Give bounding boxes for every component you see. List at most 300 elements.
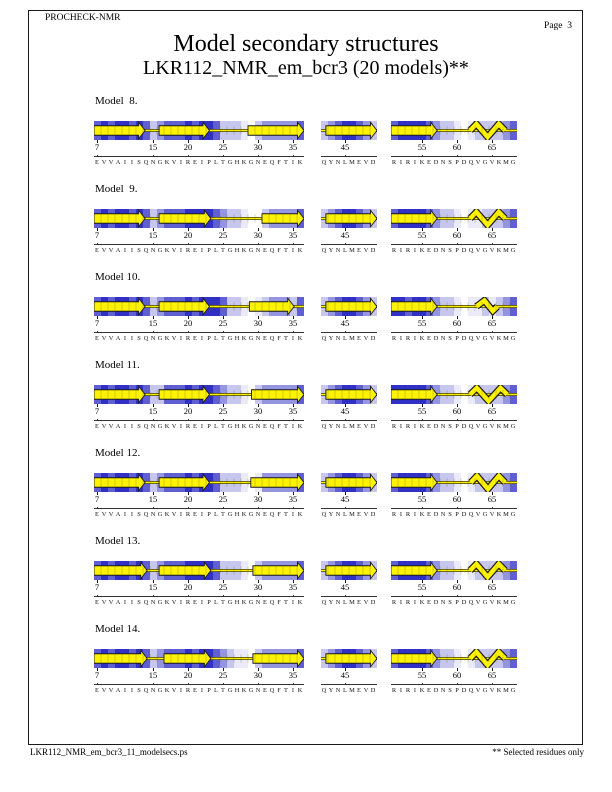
residue-number-label: 60: [452, 582, 462, 592]
residue-letter: N: [150, 510, 156, 518]
residue-letter: E: [263, 334, 267, 342]
model-row: [0, 271, 612, 351]
residue-letter: K: [419, 422, 425, 430]
residue-number-label: 7: [94, 406, 100, 416]
residue-letter: I: [130, 510, 134, 518]
residue-letter: I: [413, 334, 417, 342]
beta-strand-arrow: [325, 474, 376, 491]
residue-letter: N: [335, 598, 341, 606]
residue-letter: V: [363, 422, 369, 430]
residue-letter: V: [171, 246, 177, 254]
residue-letter: G: [482, 686, 488, 694]
sequence-ruler: [391, 244, 517, 245]
sequence-ruler: [94, 596, 304, 597]
residue-letter: M: [503, 246, 509, 254]
ruler-tick: [457, 243, 458, 246]
footer-note: ** Selected residues only: [492, 747, 584, 757]
residue-letter: E: [95, 158, 99, 166]
residue-letter: I: [179, 334, 183, 342]
residue-letter: V: [108, 158, 114, 166]
residue-letter: V: [101, 334, 107, 342]
residue-letter: Q: [269, 246, 275, 254]
residue-letter: V: [475, 158, 481, 166]
footer-filename: LKR112_NMR_em_bcr3_11_modelsecs.ps: [30, 747, 188, 757]
ruler-tick: [293, 507, 294, 510]
residue-letter: D: [461, 598, 467, 606]
ruler-tick: [422, 243, 423, 246]
residue-number-label: 35: [288, 406, 298, 416]
residue-letter: G: [157, 510, 163, 518]
ruler-tick: [293, 155, 294, 158]
sequence-ruler: [391, 596, 517, 597]
residue-letter: G: [248, 686, 254, 694]
residue-number-label: 35: [288, 670, 298, 680]
sequence-ruler: [321, 156, 377, 157]
secondary-structure-plot: [94, 121, 304, 140]
residue-letter: K: [419, 510, 425, 518]
residue-letter: R: [391, 422, 397, 430]
beta-strand-arrow: [159, 298, 209, 315]
residue-letter: K: [496, 598, 502, 606]
ruler-tick: [345, 243, 346, 246]
residue-letter: R: [185, 158, 191, 166]
residue-number-label: 20: [183, 670, 193, 680]
residue-letter: G: [227, 334, 233, 342]
sequence-ruler: [391, 420, 517, 421]
residue-letter: N: [335, 158, 341, 166]
residue-number-label: 45: [340, 670, 350, 680]
secondary-structure-plot: [321, 473, 377, 492]
ruler-tick: [293, 331, 294, 334]
residue-letter: G: [227, 422, 233, 430]
residue-letter: G: [157, 246, 163, 254]
ruler-tick: [258, 419, 259, 422]
residue-letter: H: [234, 246, 240, 254]
residue-letter: R: [391, 246, 397, 254]
residue-letter: N: [440, 246, 446, 254]
residue-letter: V: [489, 158, 495, 166]
residue-letter: Q: [143, 686, 149, 694]
secondary-structure-plot: [321, 385, 377, 404]
residue-letter: G: [157, 686, 163, 694]
residue-number-label: 30: [253, 582, 263, 592]
ruler-tick: [188, 683, 189, 686]
residue-letter: V: [108, 598, 114, 606]
residue-letter: A: [115, 422, 121, 430]
residue-letter: K: [419, 598, 425, 606]
residue-letter: D: [433, 510, 439, 518]
residue-letter: Q: [143, 422, 149, 430]
residue-letter: A: [115, 246, 121, 254]
residue-letter: K: [241, 246, 247, 254]
beta-strand-arrow: [325, 210, 376, 227]
beta-strand-arrow: [159, 122, 209, 139]
residue-letter: G: [227, 510, 233, 518]
residue-letter: T: [221, 598, 225, 606]
residue-letter: T: [221, 246, 225, 254]
residue-letter: E: [357, 598, 361, 606]
residue-letter: V: [101, 598, 107, 606]
residue-letter: V: [108, 422, 114, 430]
residue-letter: Q: [269, 334, 275, 342]
beta-strand-arrow: [94, 210, 145, 227]
residue-letter: Q: [143, 598, 149, 606]
residue-letter: Q: [321, 422, 327, 430]
residue-letter: G: [157, 334, 163, 342]
residue-letter: K: [164, 422, 170, 430]
residue-letter: I: [130, 598, 134, 606]
ruler-tick: [345, 507, 346, 510]
beta-strand-arrow: [325, 122, 376, 139]
residue-letter: M: [349, 598, 355, 606]
residue-letter: I: [399, 422, 403, 430]
residue-number-label: 45: [340, 406, 350, 416]
residue-letter: F: [277, 158, 281, 166]
residue-number-label: 45: [340, 230, 350, 240]
residue-letter: R: [405, 686, 411, 694]
ruler-tick: [258, 331, 259, 334]
residue-letter: M: [503, 510, 509, 518]
residue-letter: K: [241, 686, 247, 694]
residue-letter: K: [419, 158, 425, 166]
residue-letter: Q: [468, 334, 474, 342]
residue-number-label: 60: [452, 230, 462, 240]
residue-letter: V: [363, 510, 369, 518]
residue-letter: T: [221, 422, 225, 430]
residue-letter: M: [503, 422, 509, 430]
residue-letter: P: [455, 334, 459, 342]
model-label: Model 8.: [95, 95, 138, 107]
ruler-tick: [457, 155, 458, 158]
residue-letter: N: [150, 686, 156, 694]
residue-letter: F: [277, 686, 281, 694]
residue-letter: G: [157, 158, 163, 166]
residue-letter: R: [391, 334, 397, 342]
residue-letter: V: [101, 158, 107, 166]
residue-letter: Q: [468, 686, 474, 694]
residue-number-label: 15: [148, 406, 158, 416]
beta-strand-arrow: [250, 474, 303, 491]
residue-letter: V: [363, 686, 369, 694]
residue-letter: N: [255, 422, 261, 430]
ruler-tick: [422, 155, 423, 158]
residue-letter: D: [461, 422, 467, 430]
residue-letter: V: [475, 510, 481, 518]
secondary-structure-plot: [391, 473, 517, 492]
residue-letter: V: [171, 334, 177, 342]
model-label: Model 14.: [95, 623, 141, 635]
secondary-structure-plot: [94, 297, 304, 316]
residue-letter: G: [510, 334, 516, 342]
ruler-tick: [153, 683, 154, 686]
residue-letter: G: [510, 510, 516, 518]
residue-letter: M: [503, 598, 509, 606]
secondary-structure-plot: [391, 121, 517, 140]
residue-letter: N: [440, 686, 446, 694]
residue-letter: S: [448, 510, 452, 518]
ruler-tick: [422, 331, 423, 334]
residue-letter: E: [193, 598, 197, 606]
residue-letter: N: [335, 334, 341, 342]
residue-letter: S: [137, 422, 141, 430]
residue-letter: A: [115, 598, 121, 606]
residue-letter: E: [357, 334, 361, 342]
residue-letter: D: [461, 334, 467, 342]
residue-letter: V: [108, 510, 114, 518]
residue-letter: T: [284, 598, 288, 606]
residue-letter: I: [130, 422, 134, 430]
residue-letter: E: [427, 598, 431, 606]
residue-letter: L: [214, 334, 218, 342]
secondary-structure-plot: [94, 209, 304, 228]
residue-number-label: 25: [218, 406, 228, 416]
residue-letter: A: [115, 686, 121, 694]
beta-strand-arrow: [252, 650, 303, 667]
residue-letter: I: [399, 246, 403, 254]
residue-letter: M: [503, 334, 509, 342]
residue-letter: E: [95, 510, 99, 518]
residue-letter: N: [335, 510, 341, 518]
residue-letter: Q: [269, 686, 275, 694]
secondary-structure-plot: [321, 121, 377, 140]
residue-letter: G: [227, 246, 233, 254]
residue-letter: Q: [468, 510, 474, 518]
residue-letter: Q: [321, 334, 327, 342]
residue-letter: E: [193, 686, 197, 694]
residue-letter: E: [357, 686, 361, 694]
residue-number-label: 25: [218, 230, 228, 240]
residue-number-label: 7: [94, 494, 100, 504]
residue-letter: P: [207, 510, 211, 518]
residue-letter: S: [137, 246, 141, 254]
residue-letter: K: [297, 334, 303, 342]
residue-letter: D: [370, 334, 376, 342]
residue-letter: V: [101, 422, 107, 430]
residue-letter: K: [241, 598, 247, 606]
residue-letter: D: [433, 598, 439, 606]
sequence-ruler: [321, 244, 377, 245]
residue-letter: F: [277, 422, 281, 430]
residue-letter: T: [284, 246, 288, 254]
residue-letter: S: [137, 510, 141, 518]
residue-letter: I: [200, 686, 204, 694]
residue-letter: A: [115, 334, 121, 342]
ruler-tick: [345, 683, 346, 686]
residue-letter: I: [123, 510, 127, 518]
secondary-structure-plot: [391, 561, 517, 580]
residue-letter: K: [164, 334, 170, 342]
residue-letter: T: [284, 158, 288, 166]
ruler-tick: [492, 507, 493, 510]
residue-letter: D: [370, 158, 376, 166]
residue-letter: P: [207, 422, 211, 430]
residue-letter: G: [248, 598, 254, 606]
residue-letter: L: [214, 510, 218, 518]
residue-letter: P: [207, 158, 211, 166]
residue-letter: M: [349, 686, 355, 694]
residue-number-label: 20: [183, 582, 193, 592]
residue-letter: L: [214, 686, 218, 694]
secondary-structure-plot: [391, 209, 517, 228]
residue-number-label: 55: [417, 494, 427, 504]
residue-letter: I: [179, 598, 183, 606]
residue-letter: F: [277, 510, 281, 518]
residue-letter: P: [455, 686, 459, 694]
residue-letter: G: [482, 422, 488, 430]
residue-letter: I: [200, 334, 204, 342]
residue-letter: N: [335, 422, 341, 430]
residue-letter: D: [433, 246, 439, 254]
residue-letter: K: [419, 686, 425, 694]
residue-letter: Y: [328, 510, 334, 518]
residue-number-label: 45: [340, 494, 350, 504]
model-label: Model 13.: [95, 535, 141, 547]
residue-letter: K: [496, 510, 502, 518]
residue-letter: E: [263, 246, 267, 254]
residue-letter: V: [363, 334, 369, 342]
beta-strand-arrow: [325, 650, 376, 667]
residue-number-label: 30: [253, 494, 263, 504]
residue-letter: L: [343, 334, 347, 342]
residue-number-label: 25: [218, 494, 228, 504]
sequence-ruler: [321, 508, 377, 509]
residue-letter: M: [349, 158, 355, 166]
residue-number-label: 35: [288, 582, 298, 592]
residue-letter: G: [510, 422, 516, 430]
residue-letter: G: [227, 158, 233, 166]
residue-number-label: 65: [487, 406, 497, 416]
residue-letter: D: [433, 158, 439, 166]
residue-letter: M: [349, 334, 355, 342]
residue-letter: N: [150, 246, 156, 254]
residue-letter: G: [248, 422, 254, 430]
ruler-tick: [188, 155, 189, 158]
ruler-tick: [258, 683, 259, 686]
residue-letter: L: [214, 422, 218, 430]
residue-letter: V: [101, 246, 107, 254]
residue-letter: N: [255, 598, 261, 606]
residue-letter: S: [448, 598, 452, 606]
residue-letter: E: [95, 422, 99, 430]
residue-number-label: 45: [340, 142, 350, 152]
residue-letter: E: [193, 334, 197, 342]
residue-letter: I: [130, 158, 134, 166]
residue-letter: R: [405, 158, 411, 166]
beta-strand-arrow: [94, 386, 145, 403]
residue-letter: V: [363, 246, 369, 254]
residue-letter: I: [200, 598, 204, 606]
residue-letter: V: [171, 598, 177, 606]
residue-letter: P: [207, 334, 211, 342]
beta-strand-arrow: [94, 122, 145, 139]
residue-number-label: 25: [218, 670, 228, 680]
residue-letter: T: [284, 686, 288, 694]
sequence-ruler: [94, 420, 304, 421]
residue-letter: R: [185, 422, 191, 430]
residue-letter: I: [200, 246, 204, 254]
sequence-ruler: [94, 508, 304, 509]
ruler-tick: [457, 507, 458, 510]
residue-letter: T: [284, 510, 288, 518]
ruler-tick: [293, 595, 294, 598]
residue-letter: I: [200, 422, 204, 430]
residue-letter: R: [405, 598, 411, 606]
residue-letter: G: [482, 246, 488, 254]
residue-letter: I: [123, 246, 127, 254]
secondary-structure-plot: [94, 649, 304, 668]
residue-letter: P: [455, 422, 459, 430]
residue-letter: E: [357, 422, 361, 430]
residue-letter: E: [427, 510, 431, 518]
residue-letter: P: [207, 246, 211, 254]
residue-letter: G: [248, 510, 254, 518]
beta-strand-arrow: [159, 474, 209, 491]
beta-strand-arrow: [251, 386, 304, 403]
residue-letter: G: [227, 598, 233, 606]
residue-letter: G: [157, 598, 163, 606]
residue-letter: I: [413, 686, 417, 694]
residue-letter: V: [475, 422, 481, 430]
secondary-structure-plot: [321, 297, 377, 316]
model-label: Model 11.: [95, 359, 140, 371]
residue-letter: I: [179, 510, 183, 518]
residue-number-label: 55: [417, 142, 427, 152]
ruler-tick: [97, 243, 98, 246]
residue-letter: K: [496, 334, 502, 342]
residue-number-label: 65: [487, 230, 497, 240]
residue-number-label: 30: [253, 406, 263, 416]
residue-letter: T: [284, 422, 288, 430]
residue-letter: Y: [328, 158, 334, 166]
ruler-tick: [223, 595, 224, 598]
ruler-tick: [97, 155, 98, 158]
residue-letter: E: [193, 246, 197, 254]
residue-letter: D: [461, 510, 467, 518]
ruler-tick: [97, 331, 98, 334]
residue-letter: R: [391, 510, 397, 518]
residue-letter: M: [503, 158, 509, 166]
model-label: Model 9.: [95, 183, 138, 195]
residue-letter: I: [123, 422, 127, 430]
residue-letter: N: [255, 686, 261, 694]
residue-letter: K: [297, 510, 303, 518]
residue-letter: Y: [328, 422, 334, 430]
residue-letter: I: [200, 510, 204, 518]
residue-letter: Q: [321, 598, 327, 606]
residue-letter: T: [284, 334, 288, 342]
residue-letter: Y: [328, 686, 334, 694]
ruler-tick: [153, 243, 154, 246]
residue-letter: V: [171, 686, 177, 694]
residue-letter: I: [130, 246, 134, 254]
ruler-tick: [223, 243, 224, 246]
residue-letter: K: [297, 158, 303, 166]
residue-letter: L: [343, 598, 347, 606]
residue-letter: G: [248, 158, 254, 166]
residue-letter: K: [297, 686, 303, 694]
residue-letter: E: [95, 598, 99, 606]
residue-letter: I: [413, 246, 417, 254]
residue-number-label: 35: [288, 494, 298, 504]
residue-number-label: 7: [94, 230, 100, 240]
sequence-ruler: [391, 508, 517, 509]
ruler-tick: [422, 507, 423, 510]
residue-letter: K: [164, 158, 170, 166]
residue-letter: H: [234, 422, 240, 430]
residue-number-label: 55: [417, 318, 427, 328]
residue-letter: D: [433, 334, 439, 342]
ruler-tick: [188, 507, 189, 510]
